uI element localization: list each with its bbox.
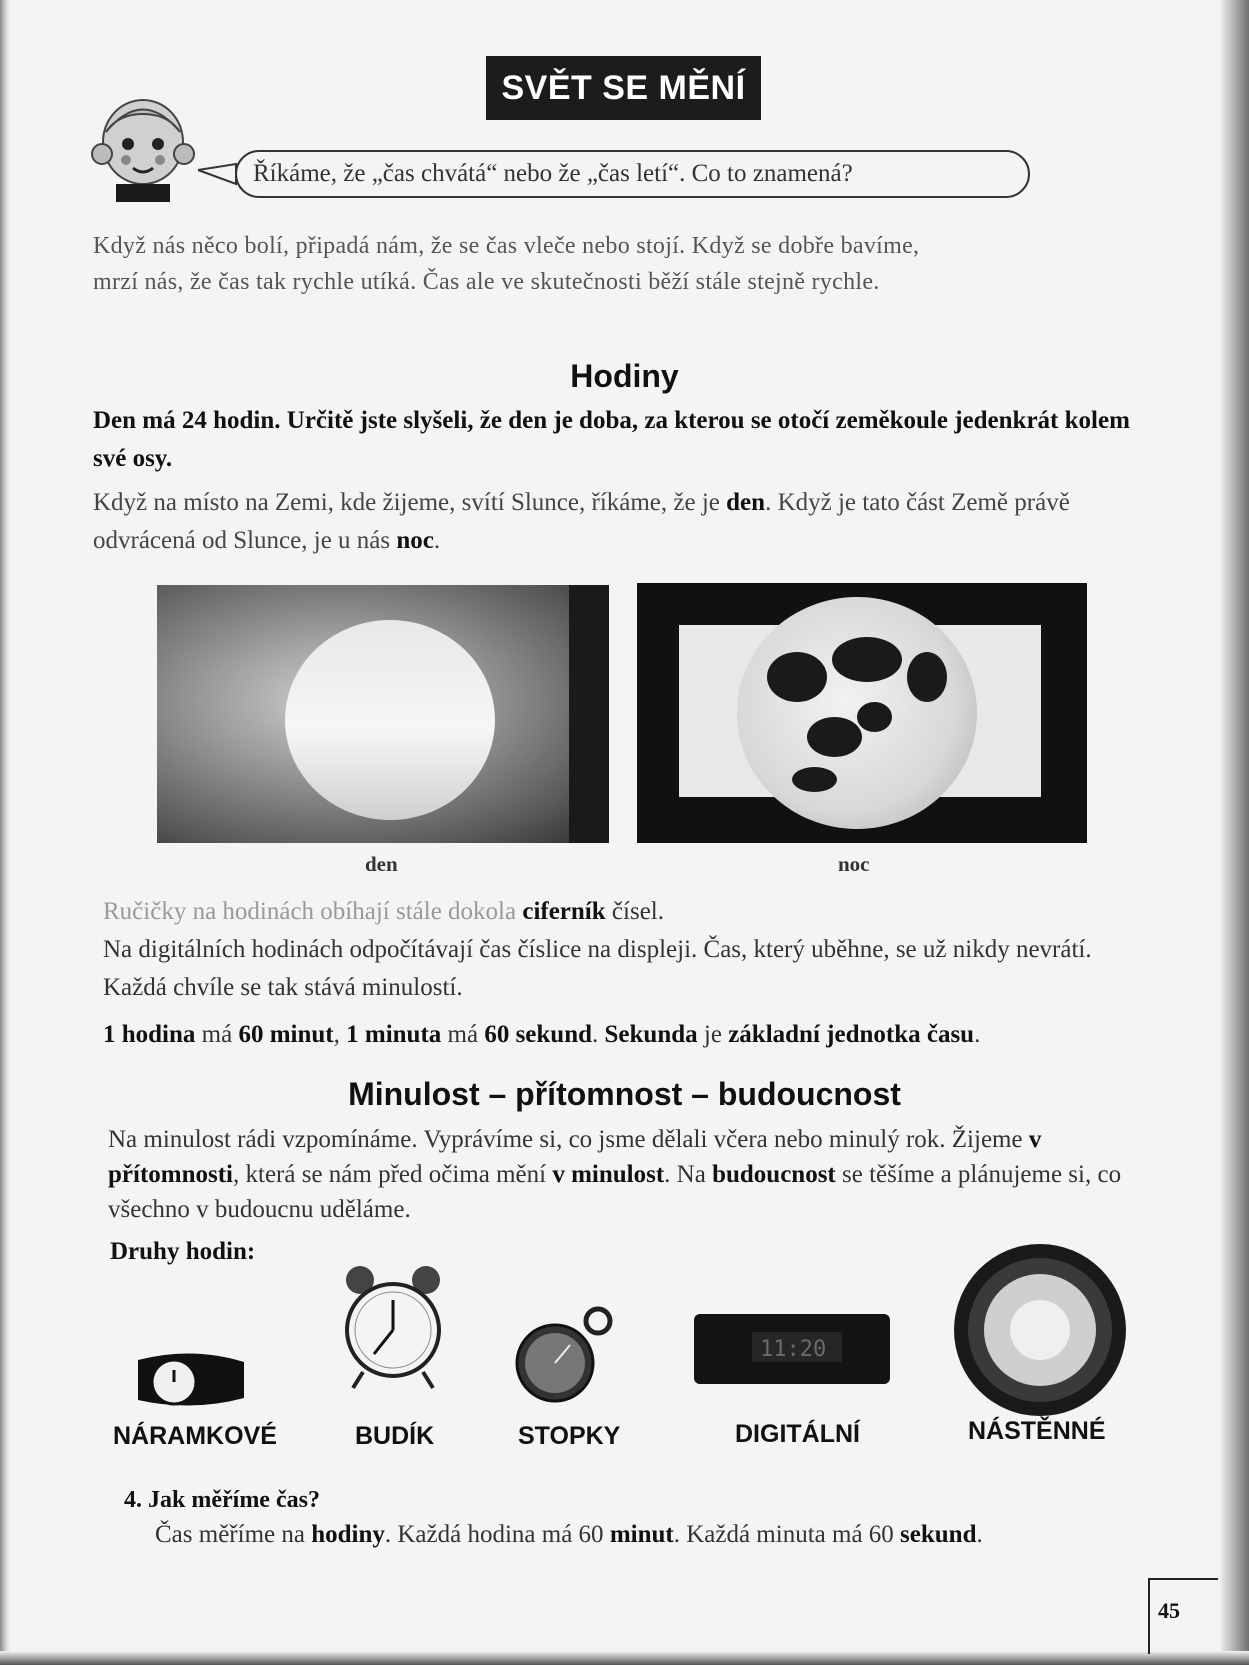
future-word: budoucnost (712, 1161, 836, 1188)
time-text-5: . Na (664, 1161, 713, 1188)
section-heading-time: Minulost – přítomnost – budoucnost (348, 1076, 901, 1112)
digital-clock-icon (692, 1310, 892, 1388)
page-bottom-edge (0, 1651, 1249, 1665)
clock-types-heading: Druhy hodin: (110, 1238, 256, 1265)
unit-text: , (333, 1021, 347, 1048)
noc-word: noc (396, 527, 434, 554)
day-night-text-end: . (433, 527, 441, 554)
time-text-3: , která se nám před očima mění (233, 1161, 553, 1188)
unit-sixty-seconds: 60 sekund (484, 1021, 593, 1048)
sun-photo-shadow (569, 585, 609, 843)
clock-hands-text-2: čísel. (605, 898, 664, 925)
clock-hands-paragraph (103, 893, 1153, 1007)
time-units-paragraph (103, 1016, 1163, 1054)
sun-disc (285, 620, 495, 820)
unit-sixty-minutes: 60 minut (238, 1021, 334, 1048)
clock-hands-text-1: Ručičky na hodinách obíhají stále dokola (103, 898, 523, 925)
moon-mare (792, 767, 837, 792)
question-answer (155, 1517, 1135, 1553)
intro-line-1: Když nás něco bolí, připadá nám, že se čas vleče nebo stojí. Když se dobře bavíme, (93, 233, 920, 259)
past-present-future-paragraph (108, 1122, 1153, 1227)
section-heading-hodiny: Hodiny (570, 358, 679, 394)
caption-noc: noc (838, 852, 870, 876)
time-text-1: Na minulost rádi vzpomínáme. Vyprávíme si, co jsme dělali včera nebo minulý rok. Žijeme (108, 1126, 1029, 1153)
clock-label-alarm: BUDÍK (355, 1422, 435, 1450)
question-heading: 4. Jak měříme čas? (124, 1487, 320, 1513)
wall-clock-icon (950, 1240, 1130, 1420)
stopwatch-icon (510, 1305, 620, 1405)
page-title: SVĚT SE MĚNÍ (486, 56, 761, 120)
den-word: den (726, 489, 766, 516)
answer-text-3: . Každá hodina má 60 (384, 1521, 610, 1548)
answer-text-5: . Každá minuta má 60 (673, 1521, 901, 1548)
digital-clock-text: Na digitálních hodinách odpočítávají čas číslice na displeji. Čas, který uběhne, se už nikdy nevrátí. Každá chvíle se tak stává minulostí. (103, 936, 1092, 1001)
clock-label-wall: NÁSTĚNNÉ (968, 1417, 1106, 1445)
moon-photo (637, 583, 1087, 843)
answer-sekund: sekund (900, 1521, 977, 1548)
intro-line-2: mrzí nás, že čas tak rychle utíká. Čas ale ve skutečnosti běží stále stejně rychle. (93, 269, 880, 295)
time-text-7: se těšíme a plánujeme si, co všechno v budoucnu uděláme. (108, 1161, 1122, 1223)
wristwatch-icon (132, 1340, 252, 1420)
caption-den: den (365, 852, 398, 876)
unit-second: Sekunda (604, 1021, 698, 1048)
past-word: v minulost (552, 1161, 665, 1188)
girl-illustration (88, 92, 198, 202)
moon-mare (807, 717, 862, 757)
answer-text-7: . (976, 1521, 983, 1548)
speech-bubble: Říkáme, že „čas chvátá“ nebo že „čas letí“. Co to znamená? (235, 150, 1030, 198)
svg-text:11:20: 11:20 (760, 1337, 827, 1362)
alarm-clock-icon (338, 1262, 448, 1392)
clock-label-stopwatch: STOPKY (518, 1422, 621, 1450)
day-night-text-2: . Když je tato část Země právě odvrácená od Slunce, je u nás (93, 489, 1070, 554)
clock-label-wristwatch: NÁRAMKOVÉ (113, 1422, 277, 1450)
unit-text: . (974, 1021, 981, 1048)
moon-mare (832, 637, 902, 682)
day-night-paragraph (93, 484, 1153, 560)
page-right-edge (1219, 0, 1249, 1665)
unit-text: je (697, 1021, 729, 1048)
present-word: v přítomnosti (108, 1126, 1042, 1188)
unit-text: má (441, 1021, 485, 1048)
cifernik-word: ciferník (522, 898, 606, 925)
moon-disc (737, 597, 977, 829)
page-left-edge (0, 0, 10, 1665)
unit-minute: 1 minuta (346, 1021, 442, 1048)
clock-label-digital: DIGITÁLNÍ (735, 1420, 860, 1448)
moon-mare (907, 652, 947, 702)
intro-paragraph (93, 228, 1153, 300)
sun-photo (157, 585, 609, 843)
speech-bubble-tail (198, 160, 238, 190)
unit-hour: 1 hodina (103, 1021, 196, 1048)
clock-hands-line (103, 893, 1153, 931)
unit-basic: základní jednotka času (728, 1021, 975, 1048)
answer-text-1: Čas měříme na (155, 1521, 312, 1548)
answer-minut: minut (609, 1521, 674, 1548)
answer-hodiny: hodiny (311, 1521, 385, 1548)
day-night-text-1: Když na místo na Zemi, kde žijeme, svítí Slunce, říkáme, že je (93, 489, 727, 516)
moon-mare (857, 702, 892, 732)
moon-mare (767, 652, 827, 702)
day-definition-paragraph: Den má 24 hodin. Určitě jste slyšeli, že den je doba, za kterou se otočí zeměkoule jedenkrát kolem své osy. (93, 407, 1130, 472)
page-number: 45 (1158, 1598, 1180, 1623)
unit-text: . (592, 1021, 605, 1048)
unit-text: má (195, 1021, 239, 1048)
